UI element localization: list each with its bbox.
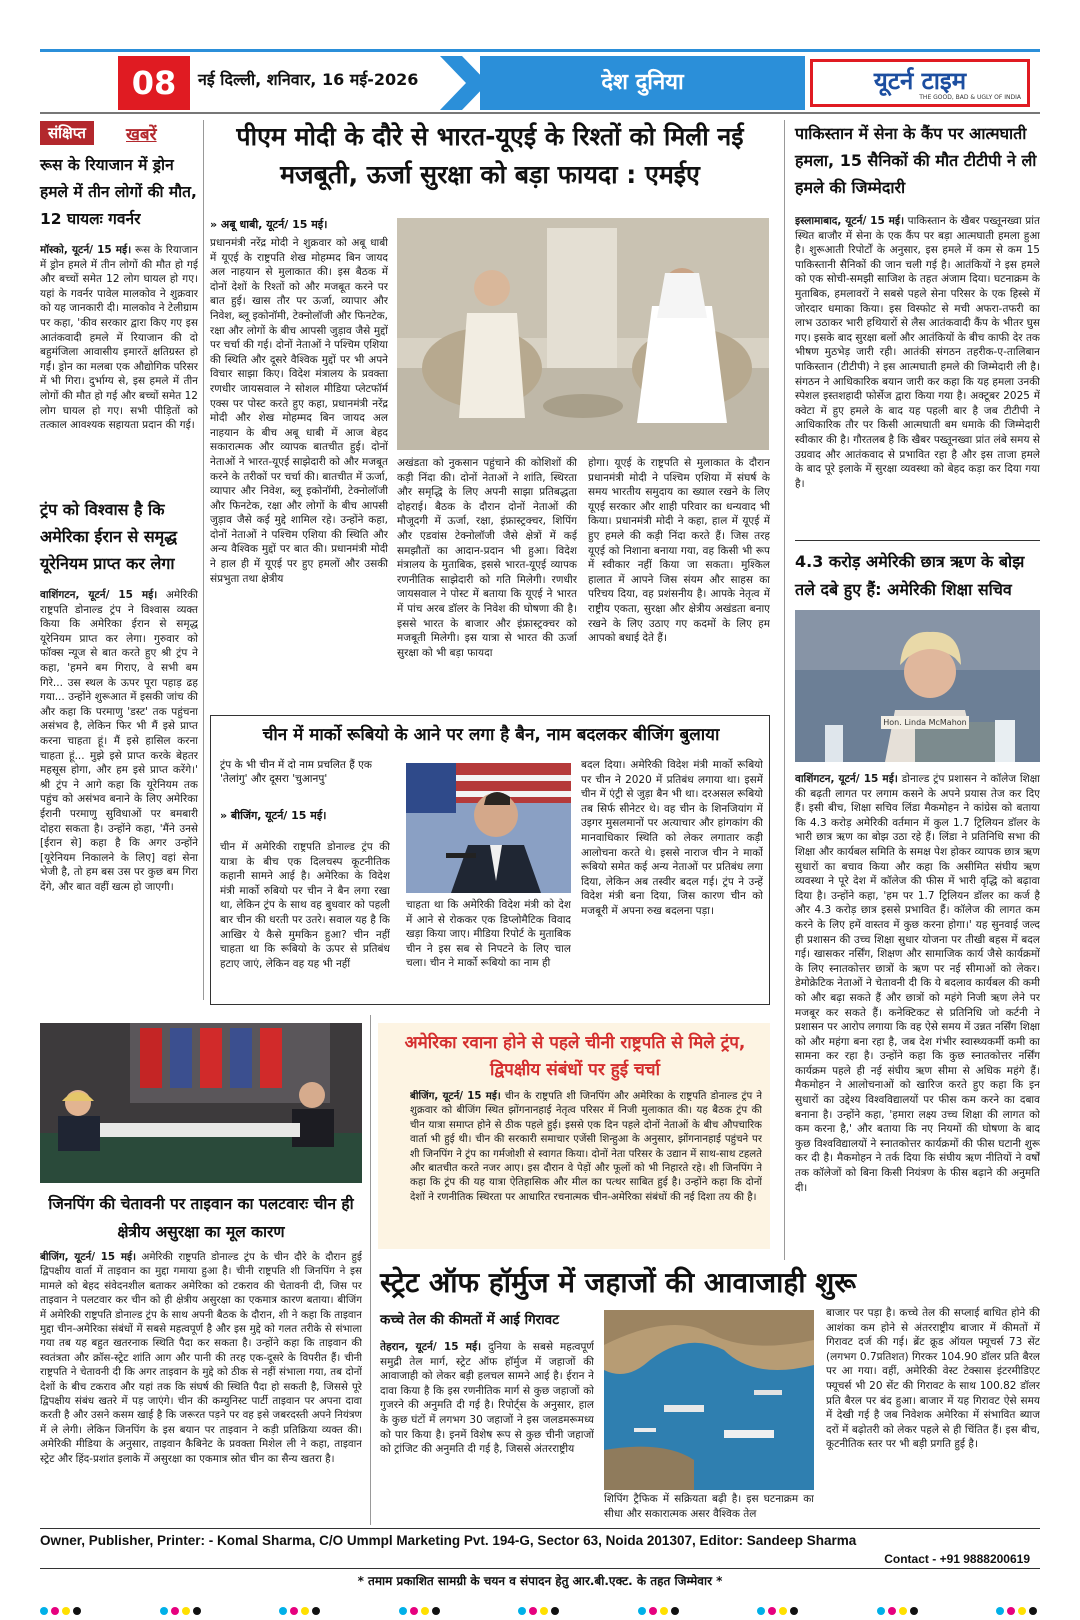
masthead-dateline: नई दिल्ली, शनिवार, 16 मई-2026 xyxy=(198,70,419,89)
masthead-underline xyxy=(40,112,1040,114)
story-russia-dateline: मॉस्को, यूटर्न/ 15 मई। xyxy=(40,244,132,256)
masthead xyxy=(40,56,1040,110)
footer-disclaimer: * तमाम प्रकाशित सामग्री के चयन व संपादन हेतु आर.बी.एक्ट. के तहत जिम्मेवार * xyxy=(357,1574,723,1588)
story-hormuz-text: दुनिया के सबसे महत्वपूर्ण समुद्री तेल मार्ग, स्ट्रेट ऑफ हॉर्मुज में जहाजों की आवाजाही को लेकर बड़ी हलचल सामने आई है। ईरान ने दावा किया है कि इस रणनीतिक मार्ग से कुछ जहाजों को गुजरने की अनुमति दी गई है। रिपोर्ट्स के अनुसार, हाल के कुछ घंटों में लगभग 30 जहाजों ने इस जलडमरूमध्य को पार किया है। इनमें विशेष रूप से कुछ चीनी जहाजों को ट्रांजिट की अनुमति दी गई है, जिससे अंतरराष्ट्रीय xyxy=(380,1341,594,1456)
brief-label-a: संक्षिप्त xyxy=(40,121,94,145)
photo-hormuz-art xyxy=(604,1310,814,1490)
photo-mcmahon xyxy=(795,610,1040,762)
footer-rule-2 xyxy=(40,1568,1040,1569)
headline-hormuz: स्ट्रेट ऑफ हॉर्मुज में जहाजों की आवाजाही शुरू xyxy=(380,1266,857,1299)
headline-rubio: चीन में मार्को रूबियो के आने पर लगा है बैन, नाम बदलकर बीजिंग बुलाया xyxy=(262,725,720,745)
rubio-col3: बदल दिया। अमेरिकी विदेश मंत्री मार्को रूबियो पर चीन ने 2020 में प्रतिबंध लगाया था। इसमें चीन में एंट्री से जुड़ा बैन भी था। दरअसल रूबियो तब सिर्फ सीनेटर थे। वह चीन के शिनजियांग में उइगर मुसलमानों पर अत्याचार और हांगकांग की मानवाधिकार स्थिति को लेकर लगातार कड़ी आलोचना करते थे। इससे नाराज चीन ने मार्को रूबियो समेत कई अन्य नेताओं पर प्रतिबंध लगा दिया, लेकिन अब तस्वीर बदल गई। ट्रंप ने उन्हें विदेश मंत्री बना दिया, जिस कारण चीन को मजबूरी में अपना रुख बदलना पड़ा। xyxy=(581,759,763,917)
rubio-kicker: ट्रंप के भी चीन में दो नाम प्रचलित हैं एक 'तेलांगु' और दूसरा 'चुआनपु' xyxy=(220,759,372,785)
story-russia-body xyxy=(40,243,198,481)
footer-contact: Contact - +91 9888200619 xyxy=(884,1552,1030,1566)
headline-student-loan: 4.3 करोड़ अमेरिकी छात्र ऋण के बोझ तले दबे हुए हैं: अमेरिकी शिक्षा सचिव xyxy=(795,552,1025,599)
page-number: 08 xyxy=(118,56,190,110)
modi-uae-col1: प्रधानमंत्री नरेंद्र मोदी ने शुक्रवार को अबू धाबी में यूएई के राष्ट्रपति शेख मोहम्मद बिन जायद अल नाहयान से मुलाकात की। इस बैठक में दोनों देशों के रिश्तों को और मजबूत करने पर बात हुई। खास तौर पर ऊर्जा, व्यापार और निवेश, ब्लू इकोनॉमी, टेक्नोलॉजी और फिनटेक, रक्षा और लोगों के बीच आपसी जुड़ाव जैसे मुद्दों पर चर्चा की गई। दोनों नेताओं ने पश्चिम एशिया की स्थिति और दूसरे वैश्विक मुद्दों पर भी अपने विचार साझा किए। विदेश मंत्रालय के प्रवक्ता रणधीर जायसवाल ने सोशल मीडिया प्लेटफॉर्म एक्स पर पोस्ट करते हुए कहा, प्रधानमंत्री नरेंद्र मोदी और शेख मोहम्मद बिन जायद अल नाहयान के बीच अबू धाबी में आज बेहद सकारात्मक और व्यापक बातचीत हुई। दोनों नेताओं ने भारत-यूएई साझेदारी को और मजबूत करने के तरीकों पर चर्चा की। बातचीत में ऊर्जा, व्यापार और निवेश, ब्लू इकोनॉमी, टेक्नोलॉजी और फिनटेक, रक्षा और लोगों के बीच आपसी जुड़ाव जैसे कई मुद्दे शामिल रहे। उन्होंने कहा, दोनों नेताओं ने पश्चिम एशिया की स्थिति और अन्य वैश्विक मुद्दों पर बात की। प्रधानमंत्री मोदी ने हाल ही में यूएई पर हुए हमलों और उसकी संप्रभुता तथा क्षेत्रीय xyxy=(210,237,388,585)
registration-dot-icon xyxy=(40,1600,1040,1610)
column-divider-right xyxy=(784,120,785,1260)
modi-uae-dateline: » अबू धाबी, यूटर्न/ 15 मई। xyxy=(210,218,328,231)
story-pakistan-text: पाकिस्तान के खैबर पख्तूनख्वा प्रांत स्थित बाजौर में सेना के एक कैंप पर बड़ा आत्मघाती हमला हुआ है। शुरूआती रिपोर्टों के अनुसार, इस हमले में कम से कम 15 पाकिस्तानी सैनिकों की जान चली गई है। आतंकियों ने इस हमले को एक सोची-समझी साजिश के तहत अंजाम दिया। घटनाक्रम के मुताबिक, हमलावरों ने सबसे पहले सेना परिसर के एक हिस्से में जोरदार धमाका किया। इस विस्फोट से मची अफरा-तफरी का लाभ उठाकर भारी हथियारों से लैस आतंकवादी कैंप के भीतर घुस गए। इसके बाद सुरक्षा बलों और आतंकियों के बीच काफी देर तक भीषण मुठभेड़ जारी रही। आतंकी संगठन तहरीक-ए-तालिबान पाकिस्तान (टीटीपी) ने इस आत्मघाती हमले की जिम्मेदारी ली है। संगठन ने आधिकारिक बयान जारी कर कहा कि यह हमला उनकी स्पेशल इस्तशहादी फोर्सेज द्वारा किया गया है। अक्टूबर 2025 में क्वेटा में हुए हमले के बाद यह पहली बार है जब टीटीपी ने आधिकारिक तौर पर किसी आत्मघाती बम धमाके की जिम्मेदारी स्वीकार की है। गौरतलब है कि खैबर पख्तूनख्वा प्रांत लंबे समय से उग्रवाद और आतंकवाद से प्रभावित रहा है और इस ताजा हमले के बाद पूरे इलाके में सुरक्षा व्यवस्था को बेहद कड़ा कर दिया गया है। xyxy=(795,215,1040,490)
photo-rubio-art xyxy=(406,763,571,893)
column-divider-lower xyxy=(370,1015,371,1525)
story-taiwan-dateline: बीजिंग, यूटर्न/ 15 मई। xyxy=(40,1251,136,1263)
headline-taiwan: जिनपिंग की चेतावनी पर ताइवान का पलटवारः चीन ही क्षेत्रीय असुरक्षा का मूल कारण xyxy=(48,1195,354,1241)
footer-imprint: Owner, Publisher, Printer: - Komal Sharma, C/O Ummpl Marketing Pvt. 194-G, Sector 63, Noida 201307, Editor: Sandeep Sharma xyxy=(40,1533,857,1548)
story-xi-trump-body xyxy=(410,1090,762,1244)
photo-mcmahon-art xyxy=(795,610,1040,762)
headline-russia: रूस के रियाजान में ड्रोन हमले में तीन लोगों की मौत, 12 घायलः गवर्नर xyxy=(40,156,197,228)
story-hormuz-caption: शिपिंग ट्रैफिक में सक्रियता बढ़ी है। इस घटनाक्रम का सीधा और सकारात्मक असर वैश्विक तेल xyxy=(604,1493,814,1520)
story-pakistan-body xyxy=(795,214,1040,536)
story-russia-text: रूस के रियाजान में ड्रोन हमले में तीन लोगों की मौत हो गई और बच्चों समेत 12 लोग घायल हो गए। यहां के गवर्नर पावेल मालकोव ने शुक्रवार को यह जानकारी दी। मालकोव ने टेलीग्राम पर कहा, 'कीव सरकार द्वारा किए गए इस आतंकवादी हमले में रियाजान की दो बहुमंजिला आवासीय इमारतें क्षतिग्रस्त हो गईं। ड्रोन का मलबा एक औद्योगिक परिसर में भी गिरा। दुर्भाग्य से, इस हमले में तीन लोगों की मौत हो गई और बच्चों समेत 12 लोग घायल हो गए। सभी पीड़ितों को तत्काल आवश्यक सहायता प्रदान की गई। xyxy=(40,244,198,432)
modi-uae-col2: अखंडता को नुकसान पहुंचाने की कोशिशों की कड़ी निंदा की। दोनों नेताओं ने शांति, स्थिरता और समृद्धि के लिए अपनी साझा प्रतिबद्धता दोहराई। बैठक के दौरान दोनों नेताओं की मौजूदगी में ऊर्जा, रक्षा, इंफ्रास्ट्रक्चर, शिपिंग और एडवांस टेक्नोलॉजी जैसे क्षेत्रों में कई समझौतों का आदान-प्रदान भी हुआ। विदेश मंत्रालय के मुताबिक, इससे भारत-यूएई व्यापक रणनीतिक साझेदारी को गति मिलेगी। रणधीर जायसवाल ने पोस्ट में बताया कि यूएई ने भारत में पांच अरब डॉलर के निवेश की घोषणा की है। इससे भारत के बाजार और इंफ्रास्ट्रक्चर को मजबूती मिलेगी। इस यात्रा से भारत की ऊर्जा सुरक्षा को भी बड़ा फायदा xyxy=(397,457,577,659)
mcmahon-nameplate: Hon. Linda McMahon xyxy=(881,716,969,729)
rubio-col2: चाहता था कि अमेरिकी विदेश मंत्री को देश में आने से रोककर एक डिप्लोमैटिक विवाद खड़ा किया जाए। मीडिया रिपोर्ट के मुताबिक चीन ने इस सब से निपटने के लिए चाल चला। चीन ने मार्को रूबियो का नाम ही xyxy=(406,899,571,970)
rubio-dateline: » बीजिंग, यूटर्न/ 15 मई। xyxy=(220,809,327,822)
story-student-loan-text: डोनाल्ड ट्रंप प्रशासन ने कॉलेज शिक्षा की बढ़ती लागत पर लगाम कसने के अपने प्रयास तेज कर दिए हैं। इसी बीच, शिक्षा सचिव लिंडा मैकमोहन ने कांग्रेस को बताया कि 4.3 करोड़ अमेरिकी वर्तमान में कुल 1.7 ट्रिलियन डॉलर के भारी छात्र ऋण का बोझ उठा रहे हैं। लिंडा ने प्रतिनिधि सभा की शिक्षा और कार्यबल समिति के समक्ष पेश होकर व्यापक छात्र ऋण सुधारों का बचाव किया और कहा कि असीमित संघीय ऋण व्यवस्था ने पूरे देश में कॉलेज की फीस में भारी वृद्धि को बढ़ावा दिया है। उन्होंने कहा, 'हम पर 1.7 ट्रिलियन डॉलर का कर्ज है और 4.3 करोड़ छात्र इससे प्रभावित हैं। कॉलेज की लागत कम करने के लिए हमें वास्तव में कुछ करना होगा।' यह सुनवाई जल्द ही प्रशासन की उच्च शिक्षा सुधार योजना पर तीखी बहस में बदल गई। खासकर नर्सिंग, शिक्षण और सामाजिक कार्य जैसे कार्यक्रमों के लिए स्नातकोत्तर छात्रों के ऋण पर नई सीमाओं को लेकर। डेमोक्रेटिक नेताओं ने चेतावनी दी कि ये बदलाव कार्यबल की कमी को और बढ़ा सकते हैं और छात्रों को महंगे निजी ऋण लेने पर मजबूर कर सकते हैं। कनेक्टिकट से प्रतिनिधि जो कर्टनी ने प्रशासन पर आरोप लगाया कि वह ऐसे समय में उन्नत नर्सिंग शिक्षा को और महंगा बना रहा है, जब देश गंभीर स्वास्थ्यकर्मी कमी का सामना कर रहा है। उन्होंने कहा कि कुछ स्नातकोत्तर नर्सिंग कार्यक्रम पहले ही नई संघीय ऋण सीमा से अधिक महंगे हैं। मैकमोहन ने आलोचनाओं को खारिज करते हुए कहा कि इन सुधारों का उद्देश्य विश्वविद्यालयों पर फीस कम करने का दबाव बनाना है। उन्होंने कहा, 'हमारा लक्ष्य उच्च शिक्षा की लागत को कम करना है,' और बताया कि नए नियमों की घोषणा के बाद कुछ विश्वविद्यालयों ने स्नातकोत्तर कार्यक्रमों की फीस घटानी शुरू कर दी है। मैकमोहन ने तर्क दिया कि संघीय ऋण नीतियों ने वर्षों तक कॉलेजों को बिना किसी नियंत्रण के फीस बढ़ाने की अनुमति दी। xyxy=(795,773,1040,1194)
headline-modi-uae: पीएम मोदी के दौरे से भारत-यूएई के रिश्तों को मिली नई मजबूती, ऊर्जा सुरक्षा को बड़ा फायदा : एमईए xyxy=(236,122,744,189)
story-hormuz-dateline: तेहरान, यूटर्न/ 15 मई। xyxy=(380,1341,482,1353)
story-taiwan-text: अमेरिकी राष्ट्रपति डोनाल्ड ट्रंप के चीन दौरे के दौरान हुई द्विपक्षीय वार्ता में ताइवान का मुद्दा गमाया हुआ है। चीनी राष्ट्रपति शी जिनपिंग ने इस मामले को बेहद संवेदनशील बताकर अमेरिका को टकराव की चेतावनी दी, जिस पर ताइवान ने पलटवार कर चीन को ही क्षेत्रीय असुरक्षा का एकमात्र कारण बताया। बीजिंग में अमेरिकी राष्ट्रपति डोनाल्ड ट्रंप के साथ अपनी बैठक के दौरान, शी ने कहा कि ताइवान मुद्दा चीन-अमेरिका संबंधों में सबसे महत्वपूर्ण है और इस मुद्दे को गलत तरीके से संभाला गया तब यह बहुत खतरनाक स्थिति पैदा कर सकता है। उन्होंने कहा कि ताइवान की स्वतंत्रता और क्रॉस-स्ट्रेट शांति आग और पानी की तरह एक-दूसरे के विपरीत हैं। चीनी राष्ट्रपति ने चेतावनी दी कि अगर ताइवान के मुद्दे को ठीक से नहीं संभाला गया, तब दोनों देशों के बीच टकराव और यहां तक कि संघर्ष की स्थिति पैदा हो सकती है, जिससे पूरे द्विपक्षीय संबंध खतरे में पड़ जाएंगे। चीन की कम्युनिस्ट पार्टी ताइवान पर अपना दावा करती है और उसने कसम खाई है कि जरूरत पड़ने पर वह इसे जबरदस्ती अपने नियंत्रण में ले लेगी। लेकिन जिनपिंग के इस बयान पर ताइवान ने कड़ी प्रतिक्रिया व्यक्त की। अमेरिकी मीडिया के अनुसार, ताइवान कैबिनेट के प्रवक्ता मिशेल ली ने कहा, ताइवान स्ट्रेट और हिंद-प्रशांत इलाके में असुरक्षा का एकमात्र स्रोत चीन का सैन्य खतरा है। xyxy=(40,1251,362,1465)
story-hormuz-col3: बाजार पर पड़ा है। कच्चे तेल की सप्लाई बाधित होने की आशंका कम होने से अंतरराष्ट्रीय बाजार में कीमतों में गिरावट दर्ज की गई। ब्रेंट क्रूड ऑयल फ्यूचर्स 73 सेंट (लगभग 0.7प्रतिशत) गिरकर 104.90 डॉलर प्रति बैरल पर आ गया। वहीं, अमेरिकी वेस्ट टेक्सास इंटरमीडिएट फ्यूचर्स भी 20 सेंट की गिरावट के साथ 100.82 डॉलर प्रति बैरल पर बंद हुआ। बाजार में यह गिरावट ऐसे समय में देखी गई है जब निवेशक अमेरिका में संभावित ब्याज दरों में बढ़ोतरी को लेकर पहले से ही चिंतित हैं। इस बीच, कूटनीतिक स्तर पर भी बड़ी प्रगति हुई है। xyxy=(826,1307,1040,1451)
pakistan-underline xyxy=(795,540,1040,541)
modi-uae-col3: होगा। यूएई के राष्ट्रपति से मुलाकात के दौरान प्रधानमंत्री मोदी ने पश्चिम एशिया में संघर्ष के समय भारतीय समुदाय का ख्याल रखने के लिए यूएई सरकार और शाही परिवार का धन्यवाद भी किया। प्रधानमंत्री मोदी ने कहा, हाल में यूएई में हुए हमले की कड़ी निंदा करते हैं। जिस तरह यूएई को निशाना बनाया गया, वह किसी भी रूप में स्वीकार नहीं किया जा सकता। मुश्किल हालात में आपने जिस संयम और साहस का परिचय दिया, वह प्रशंसनीय है। आपके नेतृत्व में राष्ट्रीय एकता, सुरक्षा और क्षेत्रीय अखंडता बनाए रखने के लिए उठाए गए कदमों के लिए हम आपको बधाई देते हैं। xyxy=(588,457,770,645)
story-student-loan-dateline: वाशिंगटन, यूटर्न/ 15 मई। xyxy=(795,773,898,785)
hormuz-subhead: कच्चे तेल की कीमतों में आई गिरावट xyxy=(380,1312,559,1328)
story-trump-iran-dateline: वाशिंगटन, यूटर्न/ 15 मई। xyxy=(40,589,158,601)
story-xi-trump-dateline: बीजिंग, यूटर्न/ 15 मई। xyxy=(410,1091,501,1102)
headline-pakistan: पाकिस्तान में सेना के कैंप पर आत्मघाती हमला, 15 सैनिकों की मौत टीटीपी ने ली हमले की जिम्मेदारी xyxy=(795,124,1037,197)
photo-modi-uae xyxy=(397,218,769,450)
logo xyxy=(810,59,1030,107)
brief-label xyxy=(40,121,200,145)
photo-rubio xyxy=(406,763,571,893)
brief-label-b: खबरें xyxy=(126,125,157,145)
photo-modi-uae-art xyxy=(397,218,769,450)
logo-text: यूटर्न टाइम xyxy=(873,67,967,95)
top-rule xyxy=(40,49,1040,52)
footer-rule xyxy=(40,1528,1040,1529)
story-xi-trump-text: चीन के राष्ट्रपति शी जिनपिंग और अमेरिका के राष्ट्रपति डोनाल्ड ट्रंप ने शुक्रवार को बीजिंग स्थित झोंगनानहाई नेतृत्व परिसर में निजी मुलाकात की। यह बैठक ट्रंप की चीन यात्रा समाप्त होने से ठीक पहले हुई। इससे एक दिन पहले दोनों नेताओं के बीच औपचारिक वार्ता भी हुई थी। चीन की सरकारी समाचार एजेंसी शिन्हुआ के अनुसार, झोंगनानहाई पहुंचने पर शी जिनपिंग ने ट्रंप का गर्मजोशी से स्वागत किया। दोनों नेता परिसर के उद्यान में साथ-साथ टहलते और बातचीत करते नजर आए। इस दौरान वे पेड़ों और फूलों को भी निहारते रहे। शी जिनपिंग ने कहा कि ट्रंप की यह यात्रा ऐतिहासिक और मील का पत्थर साबित हुई है। उन्होंने कहा कि दोनों देशों ने रणनीतिक स्थिरता पर आधारित रचनात्मक चीन-अमेरिका संबंधों की नई दिशा तय की है। xyxy=(410,1091,762,1203)
headline-trump-iran: ट्रंप को विश्वास है कि अमेरिका ईरान से समृद्ध यूरेनियम प्राप्त कर लेगा xyxy=(40,500,178,573)
story-pakistan-dateline: इस्लामाबाद, यूटर्न/ 15 मई। xyxy=(795,215,905,227)
story-student-loan-body xyxy=(795,772,1040,1260)
story-taiwan-body xyxy=(40,1250,362,1522)
story-trump-iran-text: अमेरिकी राष्ट्रपति डोनाल्ड ट्रंप ने विश्वास व्यक्त किया कि अमेरिका ईरान से समृद्ध यूरेनियम प्राप्त कर लेगा। गुरुवार को फॉक्स न्यूज से बात करते हुए श्री ट्रंप ने कहा, 'हमने बम गिराए, वे सभी बम गिरे... उस स्थल के ऊपर पूरा पहाड़ ढह गया... उन्होंने शुरूआत में इसकी जांच की और कहा कि परमाणु 'डस्ट' तक पहुंचना असंभव है, लेकिन फिर भी मैं इसे प्राप्त करना चाहता हूं। मैं इसे हासिल करना चाहता हूं... मुझे इसे प्राप्त करके बेहतर महसूस होगा, और हम इसे प्राप्त करेंगे।' श्री ट्रंप ने आगे कहा कि यूरेनियम तक पहुंच को असंभव बनाने के लिए अमेरिका ईरानी परमाणु सुविधाओं पर बमबारी दोहरा सकता है। उन्होंने कहा, 'मैंने उनसे [ईरान से] कहा है कि अगर उन्होंने [यूरेनियम निकालने के लिए] वहां सेना भेजी है, तो हम बस उस पर कुछ बम गिरा देंगे, और बात वहीं खत्म हो जाएगी। xyxy=(40,589,198,893)
section-title: देश दुनिया xyxy=(601,70,684,95)
photo-xi-trump-table xyxy=(40,1023,362,1183)
column-divider-left xyxy=(203,120,204,1000)
headline-xi-trump: अमेरिका रवाना होने से पहले चीनी राष्ट्रपति से मिले ट्रंप, द्विपक्षीय संबंधों पर हुई चर्चा xyxy=(404,1033,746,1080)
story-hormuz-col1 xyxy=(380,1340,594,1520)
photo-xi-trump-table-art xyxy=(40,1023,362,1183)
story-trump-iran-body xyxy=(40,588,198,994)
rubio-col1: चीन में अमेरिकी राष्ट्रपति डोनाल्ड ट्रंप की यात्रा के बीच एक दिलचस्प कूटनीतिक कहानी सामने आई है। अमेरिका के विदेश मंत्री मार्को रुबियो पर चीन ने बैन लगा रखा था, लेकिन ट्रंप के साथ वह बुधवार को पहली बार चीन की धरती पर उतरे। सवाल यह है कि आखिर ये कैसे मुमकिन हुआ? चीन नहीं चाहता था कि रूबियो के ऊपर से प्रतिबंध हटाए जाएं, लेकिन वह यह भी नहीं xyxy=(220,841,390,970)
photo-hormuz xyxy=(604,1310,814,1490)
logo-tagline: THE GOOD, BAD & UGLY OF INDIA xyxy=(919,94,1021,101)
